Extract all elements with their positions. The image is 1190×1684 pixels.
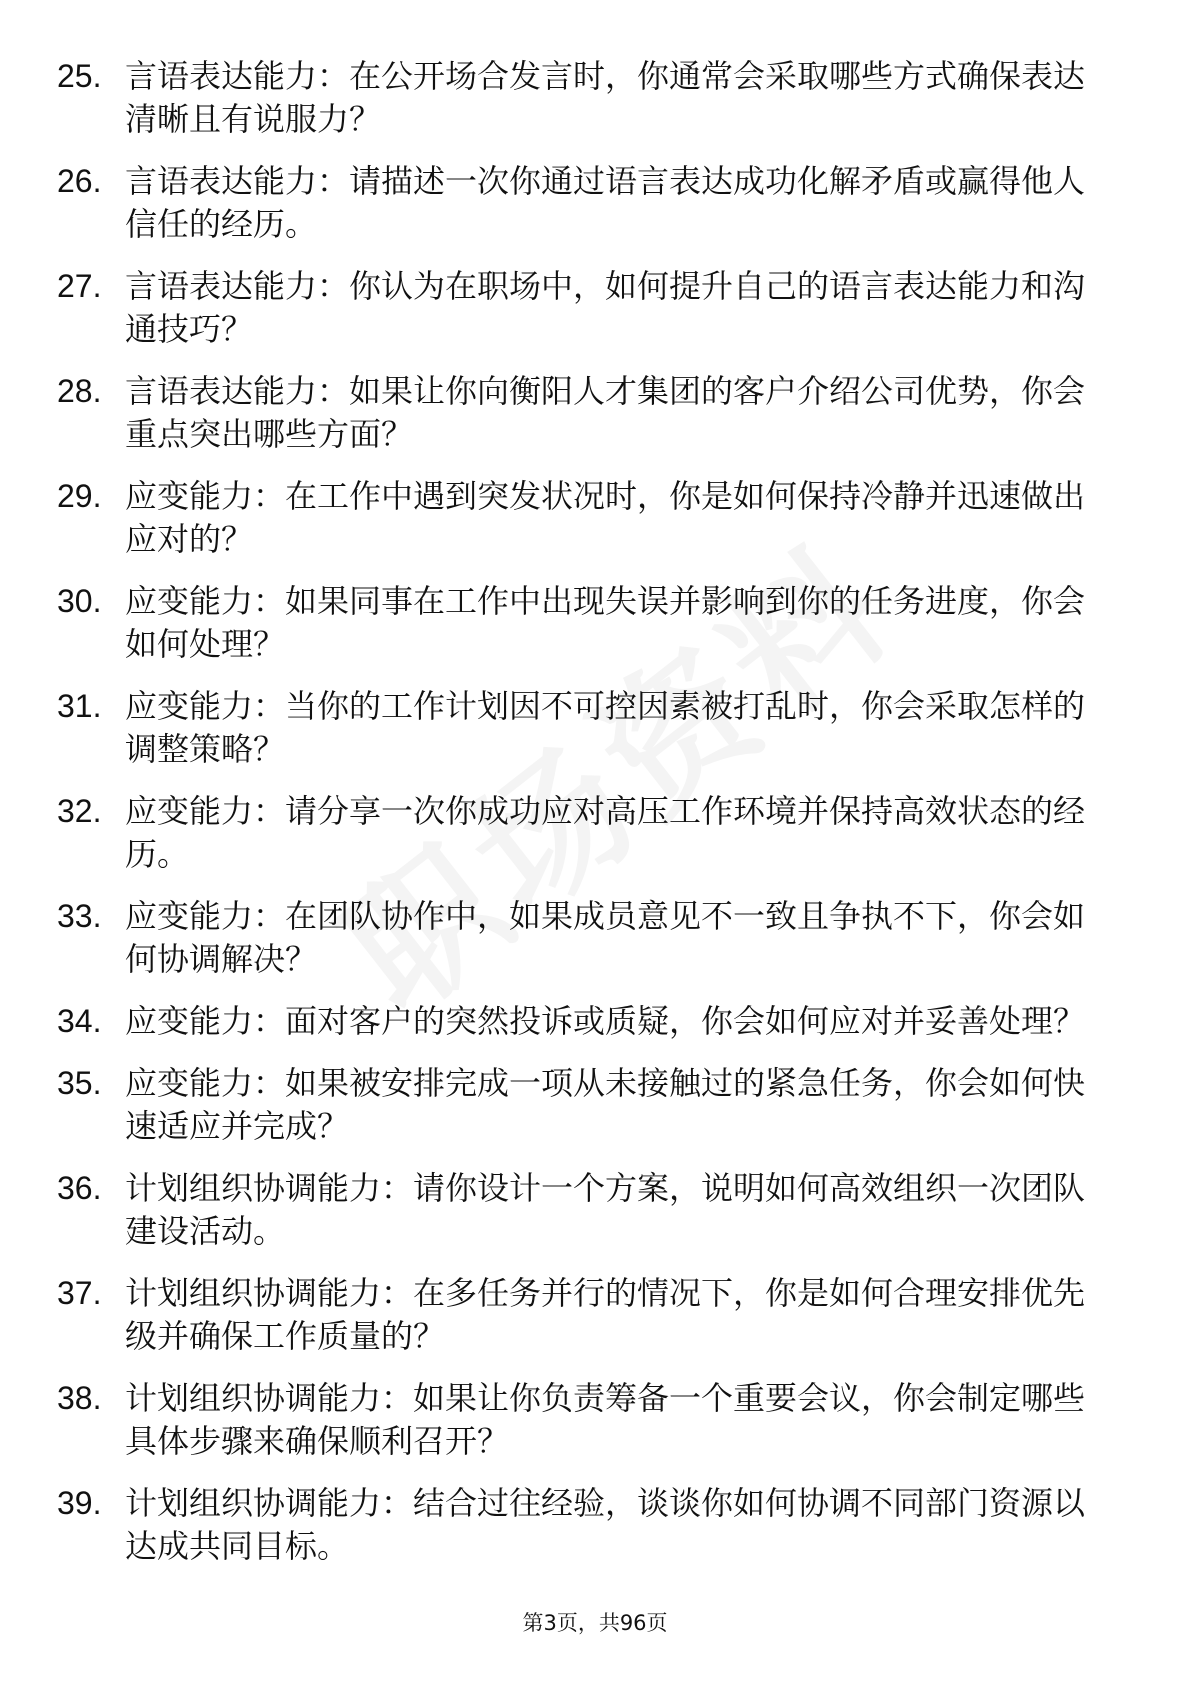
item-number: 33. bbox=[57, 898, 102, 934]
item-number: 37. bbox=[57, 1275, 102, 1311]
item-text: 言语表达能力：请描述一次你通过语言表达成功化解矛盾或赢得他人信任的经历。 bbox=[125, 162, 1086, 243]
list-item bbox=[57, 685, 1107, 771]
list-item bbox=[57, 1000, 1107, 1043]
list-item bbox=[57, 1167, 1107, 1253]
item-number: 36. bbox=[57, 1170, 102, 1206]
item-text: 应变能力：请分享一次你成功应对高压工作环境并保持高效状态的经历。 bbox=[125, 792, 1086, 873]
list-item bbox=[57, 1062, 1107, 1148]
item-number: 30. bbox=[57, 583, 102, 619]
item-number: 31. bbox=[57, 688, 102, 724]
item-text: 应变能力：当你的工作计划因不可控因素被打乱时，你会采取怎样的调整策略？ bbox=[125, 687, 1086, 768]
list-item bbox=[57, 895, 1107, 981]
list-item bbox=[57, 1377, 1107, 1463]
item-number: 27. bbox=[57, 268, 102, 304]
list-item bbox=[57, 265, 1107, 351]
page-number-label: 第3页，共96页 bbox=[522, 1611, 668, 1635]
item-number: 38. bbox=[57, 1380, 102, 1416]
item-text: 应变能力：在工作中遇到突发状况时，你是如何保持冷静并迅速做出应对的？ bbox=[125, 477, 1086, 558]
item-text: 应变能力：如果同事在工作中出现失误并影响到你的任务进度，你会如何处理？ bbox=[125, 582, 1086, 663]
item-text: 言语表达能力：在公开场合发言时，你通常会采取哪些方式确保表达清晰且有说服力？ bbox=[125, 57, 1086, 138]
item-number: 26. bbox=[57, 163, 102, 199]
item-text: 言语表达能力：你认为在职场中，如何提升自己的语言表达能力和沟通技巧？ bbox=[125, 267, 1086, 348]
question-list bbox=[57, 55, 1107, 1587]
page-footer bbox=[0, 1608, 1190, 1638]
list-item bbox=[57, 370, 1107, 456]
list-item bbox=[57, 160, 1107, 246]
item-text: 言语表达能力：如果让你向衡阳人才集团的客户介绍公司优势，你会重点突出哪些方面？ bbox=[125, 372, 1086, 453]
list-item bbox=[57, 1272, 1107, 1358]
item-text: 应变能力：如果被安排完成一项从未接触过的紧急任务，你会如何快速适应并完成？ bbox=[125, 1064, 1086, 1145]
item-number: 35. bbox=[57, 1065, 102, 1101]
item-text: 应变能力：在团队协作中，如果成员意见不一致且争执不下，你会如何协调解决？ bbox=[125, 897, 1086, 978]
item-text: 应变能力：面对客户的突然投诉或质疑，你会如何应对并妥善处理？ bbox=[125, 1002, 1086, 1040]
item-text: 计划组织协调能力：请你设计一个方案，说明如何高效组织一次团队建设活动。 bbox=[125, 1169, 1086, 1250]
item-number: 32. bbox=[57, 793, 102, 829]
list-item bbox=[57, 475, 1107, 561]
list-item bbox=[57, 790, 1107, 876]
list-item bbox=[57, 1482, 1107, 1568]
item-number: 39. bbox=[57, 1485, 102, 1521]
item-number: 25. bbox=[57, 58, 102, 94]
item-number: 29. bbox=[57, 478, 102, 514]
item-number: 34. bbox=[57, 1003, 102, 1039]
list-item bbox=[57, 580, 1107, 666]
item-text: 计划组织协调能力：在多任务并行的情况下，你是如何合理安排优先级并确保工作质量的？ bbox=[125, 1274, 1086, 1355]
item-text: 计划组织协调能力：如果让你负责筹备一个重要会议，你会制定哪些具体步骤来确保顺利召开？ bbox=[125, 1379, 1086, 1460]
item-text: 计划组织协调能力：结合过往经验，谈谈你如何协调不同部门资源以达成共同目标。 bbox=[125, 1484, 1086, 1565]
item-number: 28. bbox=[57, 373, 102, 409]
list-item bbox=[57, 55, 1107, 141]
